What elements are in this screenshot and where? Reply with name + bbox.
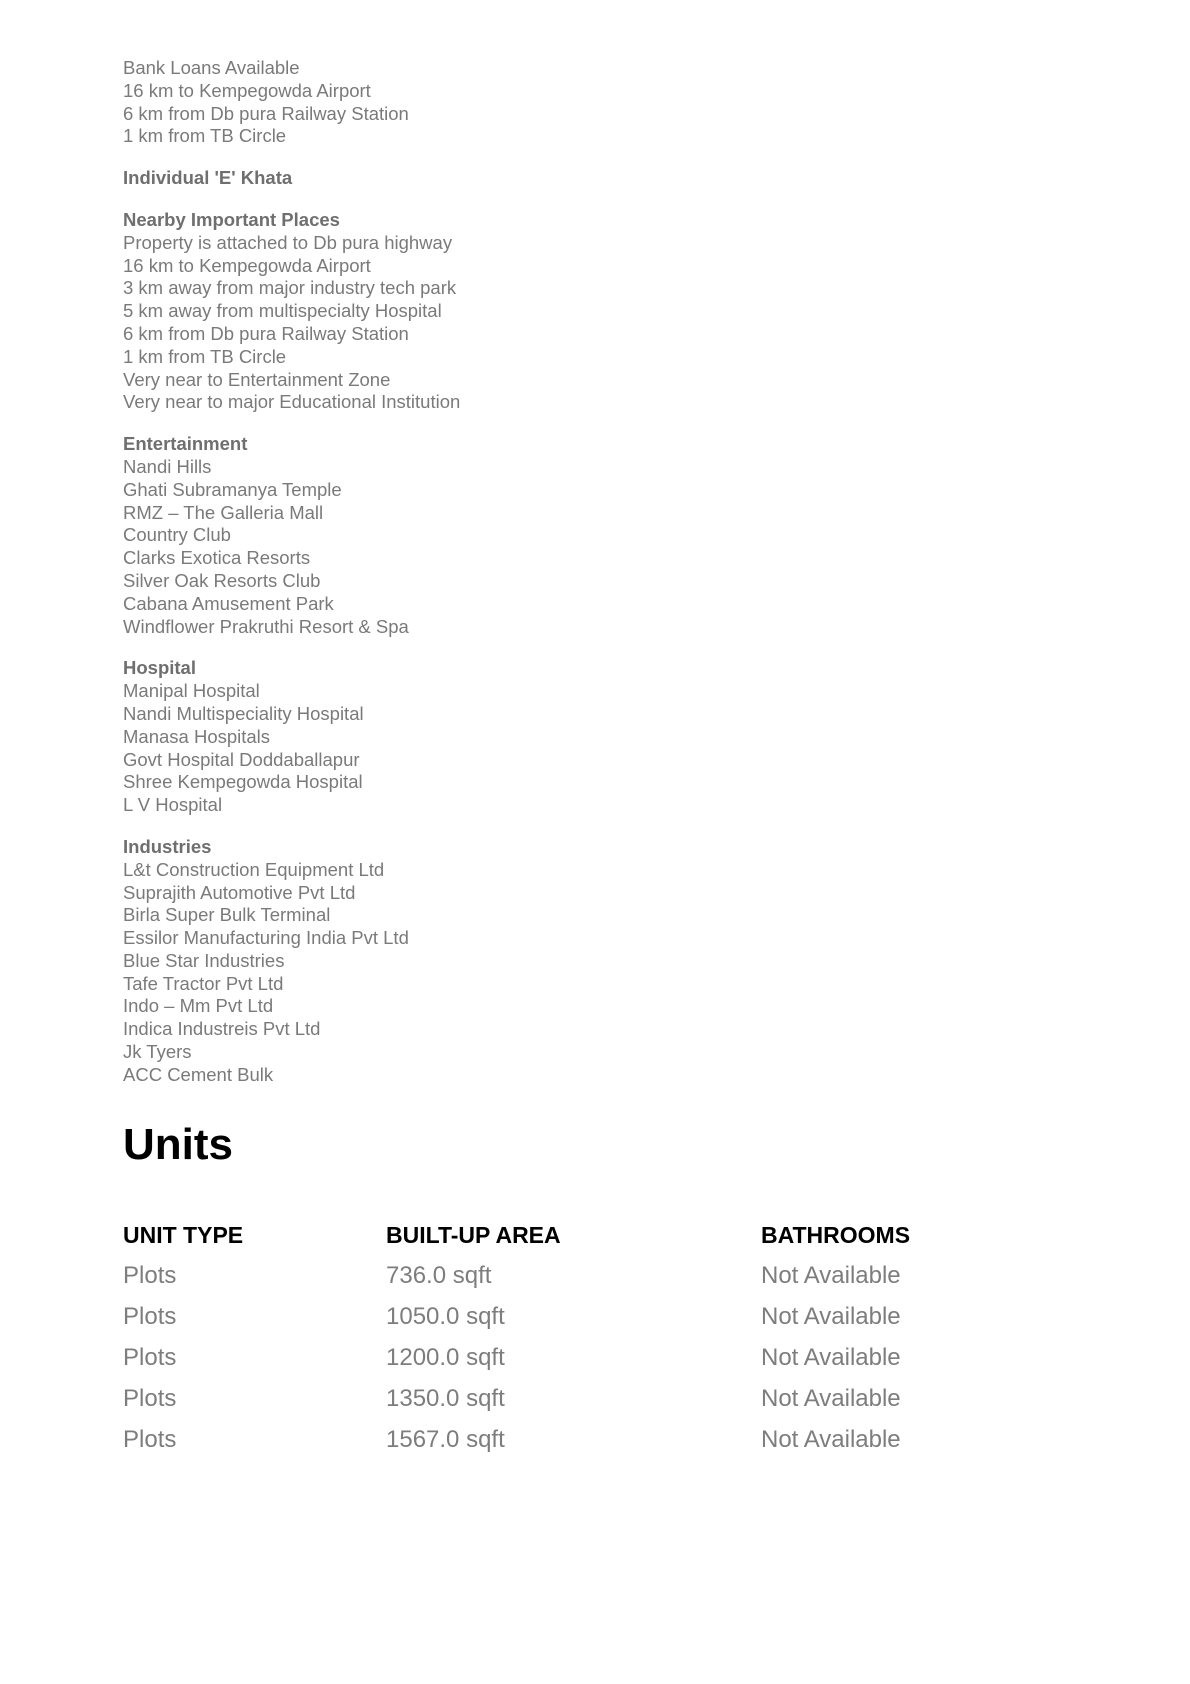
units-title: Units [123,1120,233,1169]
industries-line: Indica Industreis Pvt Ltd [123,1018,321,1040]
hospital-line: Shree Kempegowda Hospital [123,771,363,793]
table-row [123,1255,1023,1296]
industries-section [123,836,1073,1087]
industries-line: Blue Star Industries [123,949,285,971]
hospital-line: Nandi Multispeciality Hospital [123,702,364,724]
entertainment-line: Clarks Exotica Resorts [123,547,311,569]
hospital-heading: Hospital [123,657,196,679]
hospital-line: L V Hospital [123,794,223,816]
industries-line: ACC Cement Bulk [123,1063,274,1085]
industries-line: Suprajith Automotive Pvt Ltd [123,881,356,903]
document-body [123,57,1073,1106]
nearby-section [123,209,1073,414]
table-row [123,1419,1023,1460]
nearby-line: 5 km away from multispecialty Hospital [123,300,442,322]
nearby-line: Property is attached to Db pura highway [123,231,453,253]
nearby-heading: Nearby Important Places [123,208,340,230]
entertainment-line: Nandi Hills [123,455,212,477]
built-up-area-cell: 1200.0 sqft [386,1343,505,1371]
bathrooms-cell: Not Available [761,1425,901,1453]
hospital-line: Govt Hospital Doddaballapur [123,748,360,770]
nearby-line: Very near to Entertainment Zone [123,368,391,390]
unit-type-cell: Plots [123,1384,177,1412]
entertainment-line: Cabana Amusement Park [123,592,334,614]
intro-line: 1 km from TB Circle [123,125,287,147]
unit-type-cell: Plots [123,1343,177,1371]
entertainment-line: Windflower Prakruthi Resort & Spa [123,615,409,637]
nearby-line: 16 km to Kempegowda Airport [123,254,371,276]
built-up-area-cell: 1350.0 sqft [386,1384,505,1412]
entertainment-line: Ghati Subramanya Temple [123,478,342,500]
unit-type-header: UNIT TYPE [123,1221,244,1248]
industries-line: Birla Super Bulk Terminal [123,904,331,926]
bathrooms-cell: Not Available [761,1261,901,1289]
unit-type-cell: Plots [123,1302,177,1330]
industries-line: Jk Tyers [123,1041,192,1063]
table-row [123,1296,1023,1337]
intro-section [123,57,1073,148]
entertainment-heading: Entertainment [123,433,248,455]
nearby-line: Very near to major Educational Institution [123,391,461,413]
entertainment-line: Country Club [123,524,231,546]
hospital-line: Manasa Hospitals [123,725,271,747]
units-table [123,1215,1023,1460]
bathrooms-cell: Not Available [761,1343,901,1371]
intro-line: Bank Loans Available [123,57,300,78]
built-up-area-cell: 736.0 sqft [386,1261,492,1289]
intro-line: 16 km to Kempegowda Airport [123,79,371,101]
entertainment-line: RMZ – The Galleria Mall [123,501,324,523]
khata-section [123,167,1073,190]
bathrooms-cell: Not Available [761,1384,901,1412]
built-up-area-header: BUILT-UP AREA [386,1221,561,1248]
entertainment-section [123,433,1073,638]
industries-line: L&t Construction Equipment Ltd [123,858,385,880]
khata-heading: Individual 'E' Khata [123,167,293,189]
bathrooms-cell: Not Available [761,1302,901,1330]
unit-type-cell: Plots [123,1425,177,1453]
nearby-line: 6 km from Db pura Railway Station [123,322,409,344]
built-up-area-cell: 1050.0 sqft [386,1302,505,1330]
entertainment-line: Silver Oak Resorts Club [123,569,321,591]
table-row [123,1378,1023,1419]
table-row [123,1337,1023,1378]
bathrooms-header: BATHROOMS [761,1221,911,1248]
units-table-header [123,1215,1023,1255]
hospital-section [123,657,1073,817]
built-up-area-cell: 1567.0 sqft [386,1425,505,1453]
industries-line: Tafe Tractor Pvt Ltd [123,972,284,994]
industries-line: Essilor Manufacturing India Pvt Ltd [123,927,409,949]
hospital-line: Manipal Hospital [123,680,260,702]
nearby-line: 3 km away from major industry tech park [123,277,457,299]
intro-line: 6 km from Db pura Railway Station [123,102,409,124]
industries-heading: Industries [123,835,212,857]
unit-type-cell: Plots [123,1261,177,1289]
industries-line: Indo – Mm Pvt Ltd [123,995,274,1017]
nearby-line: 1 km from TB Circle [123,345,287,367]
